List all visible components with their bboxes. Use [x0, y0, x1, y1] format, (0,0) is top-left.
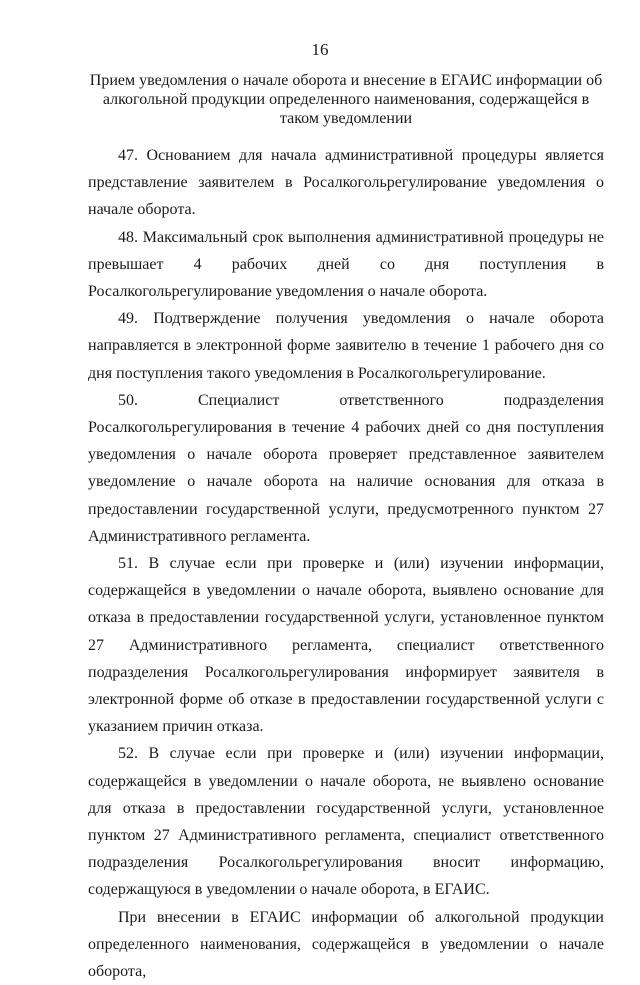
document-body: [88, 142, 604, 985]
paragraph-continuation: При внесении в ЕГАИС информации об алкогольной продукции определенного наименования, содержащейся в уведомлении о начале оборота,: [88, 908, 604, 981]
section-heading: Прием уведомления о начале оборота и внесение в ЕГАИС информации об алкогольной продукции определенного наименования, содержащейся в таком уведомлении: [89, 72, 603, 127]
paragraph-48: 48. Максимальный срок выполнения административной процедуры не превышает 4 рабочих дней со дня поступления в Росалкогольрегулирование уведомления о начале оборота.: [88, 228, 604, 301]
paragraph-49: 49. Подтверждение получения уведомления о начале оборота направляется в электронной форме заявителю в течение 1 рабочего дня со дня поступления такого уведомления в Росалкогольрегулирование.: [88, 310, 604, 382]
paragraph-50: 50. Специалист ответственного подразделения Росалкогольрегулирования в течение 4 рабочих дней со дня поступления уведомления о начале оборота проверяет представленное заявителем уведомление о начале оборота на наличие основания для отказа в предоставлении государственной услуги, предусмотренного пунктом 27 Административного регламента.: [88, 391, 604, 545]
page-number: 16: [311, 40, 329, 59]
paragraph-51: 51. В случае если при проверке и (или) изучении информации, содержащейся в уведомлении о начале оборота, выявлено основание для отказа в предоставлении государственной услуги, установленное пунктом 27 Административного регламента, специалист ответственного подразделения Росалкогольрегулирования информирует заявителя в электронной форме об отказе в предоставлении государственной услуги с указанием причин отказа.: [88, 555, 604, 736]
paragraph-47: 47. Основанием для начала административной процедуры является представление заявителем в Росалкогольрегулирование уведомления о начале оборота.: [88, 147, 604, 219]
paragraph-52: 52. В случае если при проверке и (или) изучении информации, содержащейся в уведомлении о начале оборота, не выявлено основание для отказа в предоставлении государственной услуги, установленное пунктом 27 Административного регламента, специалист ответственного подразделения Росалкогольрегулирования вносит информацию, содержащуюся в уведомлении о начале оборота, в ЕГАИС.: [88, 745, 604, 899]
